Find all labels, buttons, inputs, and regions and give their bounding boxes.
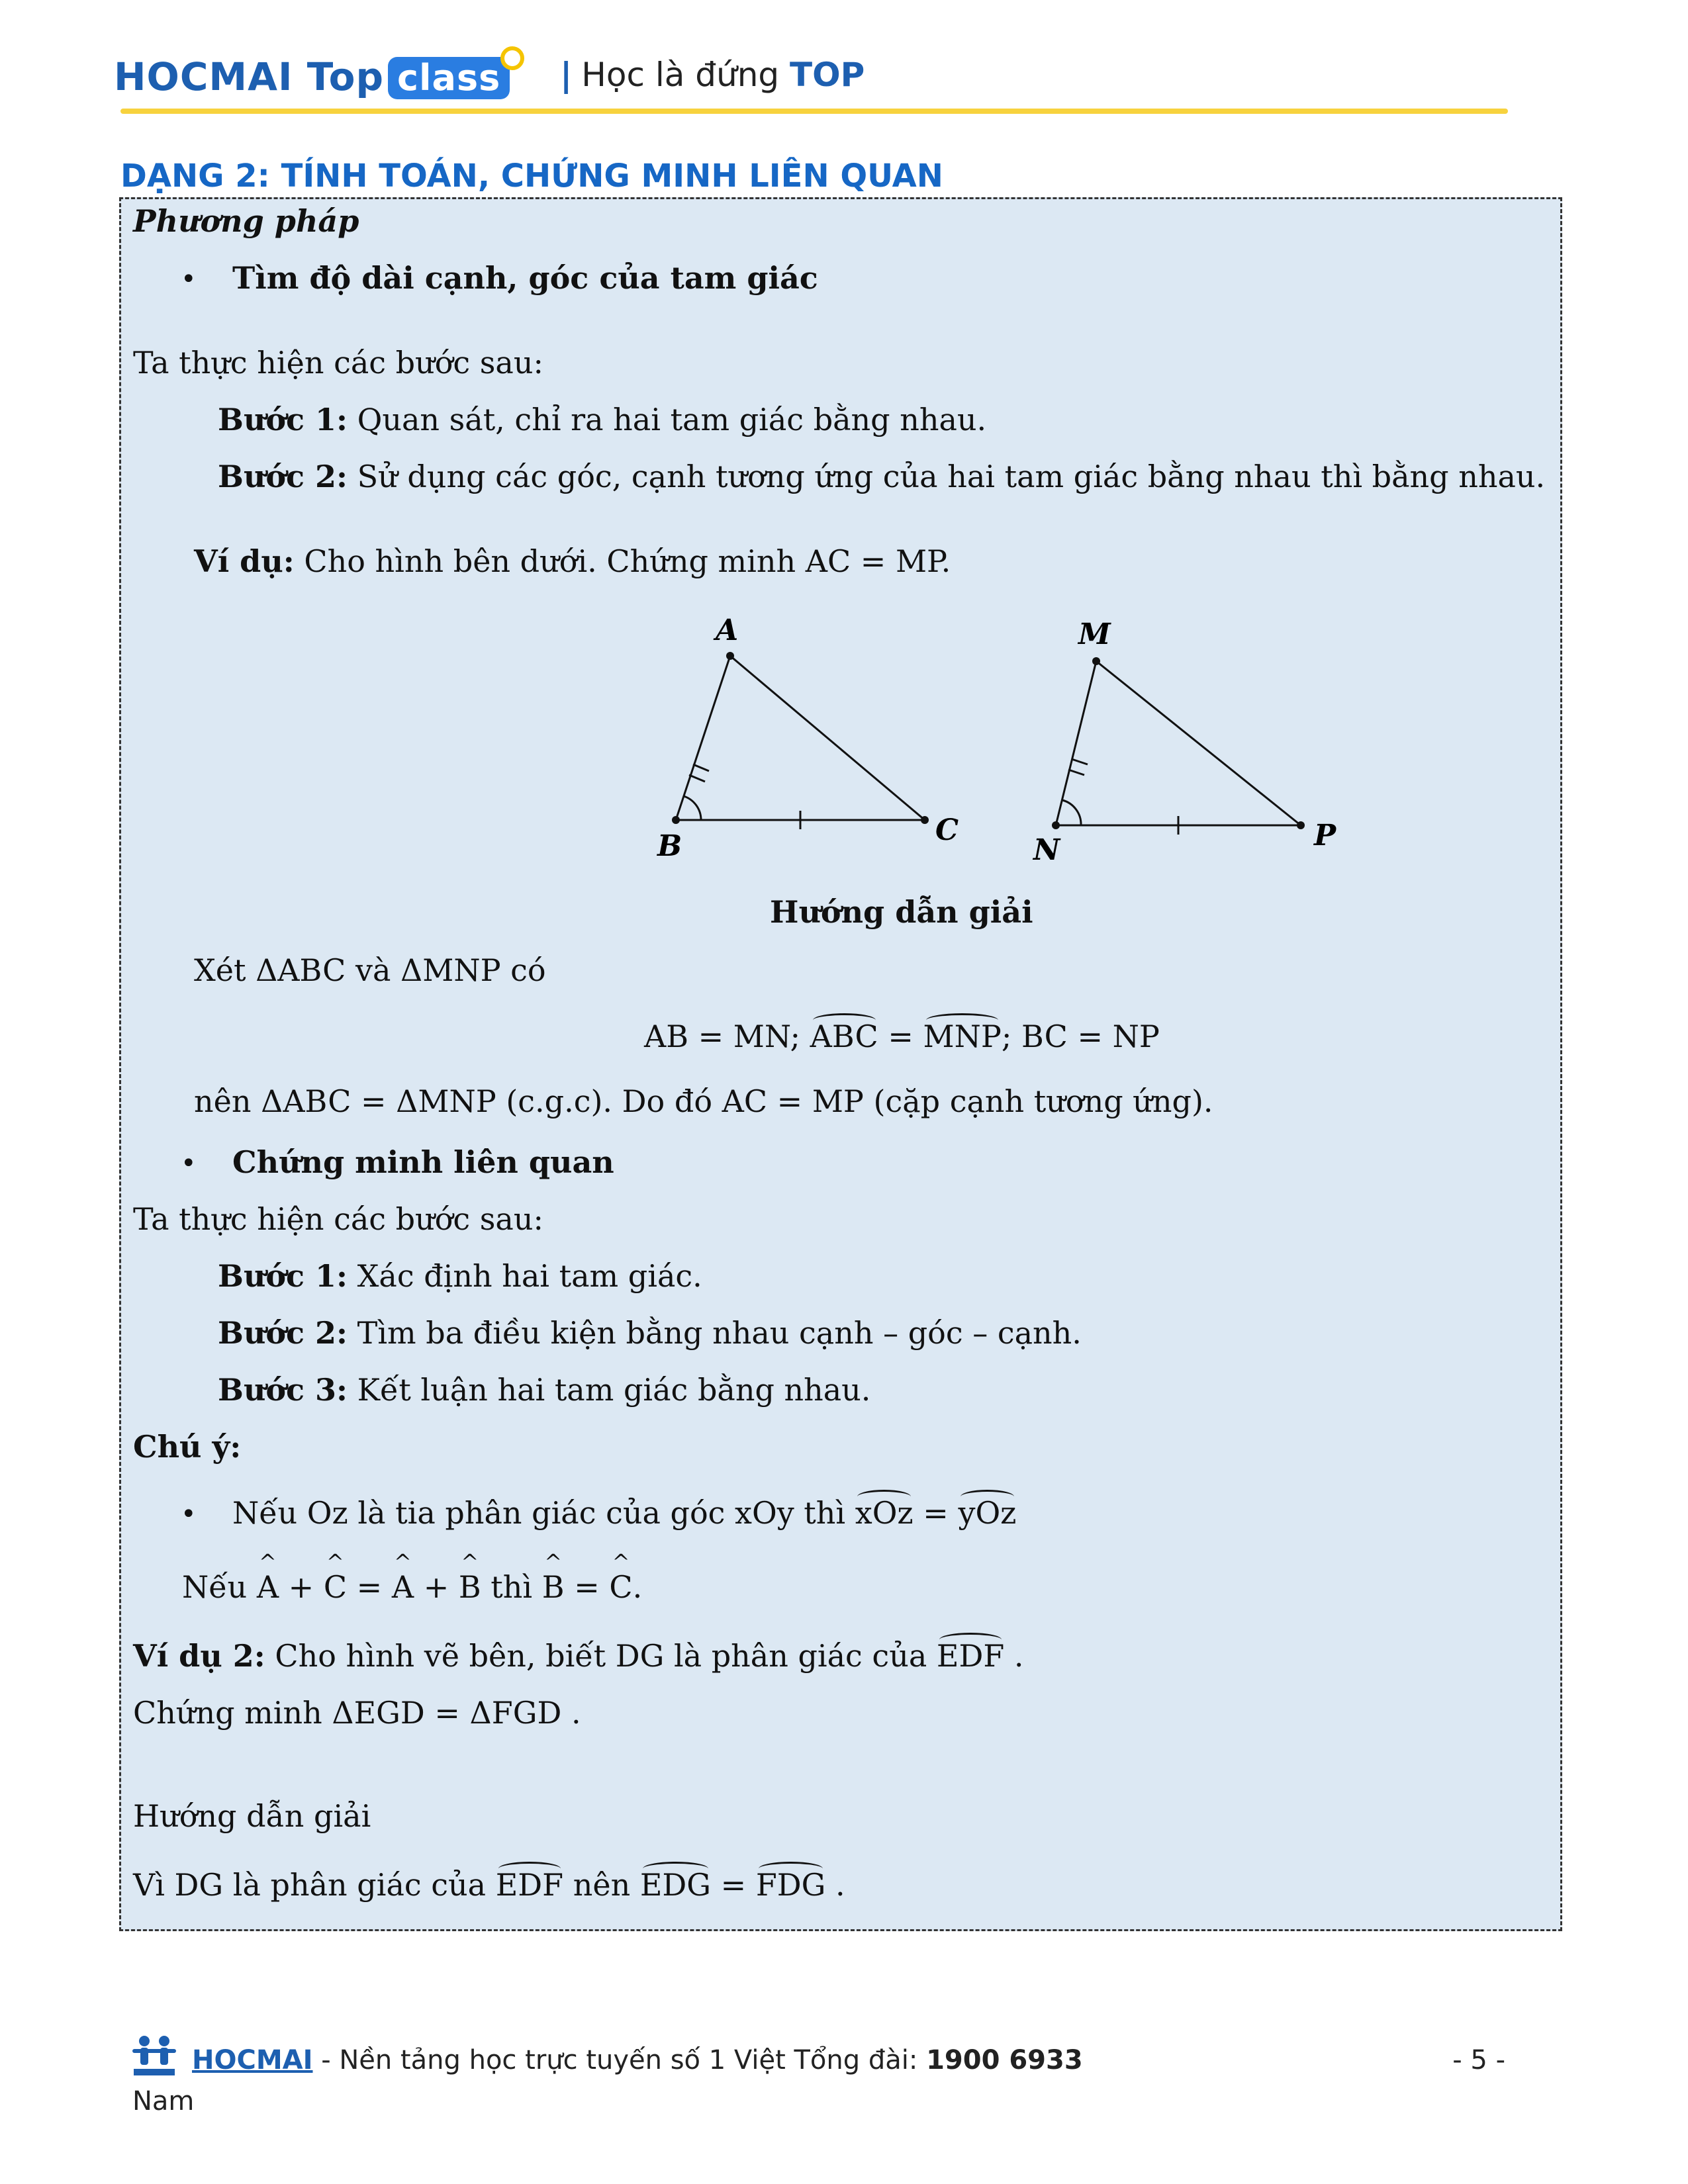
- example-1-text: Cho hình bên dưới. Chứng minh AC = MP.: [294, 543, 951, 579]
- example-1-label: Ví dụ:: [194, 543, 295, 579]
- example-2-pre: Cho hình vẽ bên, biết DG là phân giác của: [265, 1638, 937, 1674]
- page-number: - 5 -: [1452, 2045, 1505, 2075]
- step-2: [218, 460, 1545, 494]
- eq-sign: =: [878, 1019, 923, 1054]
- step-2-text: Sử dụng các góc, cạnh tương ứng của hai tam giác bằng nhau thì bằng nhau.: [348, 459, 1546, 494]
- ex2-line-pre: Vì DG là phân giác của: [133, 1867, 496, 1903]
- note-angle-sum: [182, 1570, 642, 1604]
- tagline-bar: |: [560, 56, 573, 94]
- step-1: [218, 403, 986, 437]
- angle-b-hat: ^ B: [542, 1570, 565, 1604]
- consider-line: Xét ΔABC và ΔMNP có: [194, 952, 546, 988]
- tagline-top: TOP: [790, 56, 865, 94]
- bullet-icon: •: [181, 264, 197, 295]
- ex2-line-end: .: [825, 1867, 845, 1903]
- note-2-plus-1: +: [279, 1569, 324, 1605]
- angle-c-hat: ^ C: [324, 1570, 347, 1604]
- ex2-line-mid: nên: [563, 1867, 640, 1903]
- label-a: A: [716, 614, 739, 647]
- step-b1-text: Xác định hai tam giác.: [348, 1258, 702, 1294]
- tagline-text: Học là đứng: [581, 56, 780, 94]
- footer-slogan: - Nền tảng học trực tuyến số 1 Việt Tổng đài:: [312, 2045, 927, 2075]
- header-divider: [120, 109, 1508, 114]
- step-b3-text: Kết luận hai tam giác bằng nhau.: [348, 1372, 871, 1408]
- hocmai-footer-icon: [130, 2032, 180, 2082]
- hocmai-topclass-logo: [114, 54, 510, 99]
- content-box: [119, 197, 1562, 1931]
- bullet-prove-related: Chứng minh liên quan: [232, 1144, 614, 1180]
- note-bisector: [232, 1496, 1016, 1530]
- triangles-figure: [492, 596, 1352, 1086]
- example-2-end: .: [1004, 1638, 1024, 1674]
- step-b2-label: Bước 2:: [218, 1315, 348, 1351]
- footer-brand-link[interactable]: HOCMAI: [192, 2045, 313, 2075]
- angle-abc: ABC: [810, 1019, 878, 1054]
- angle-c-hat: ^ C: [609, 1570, 632, 1604]
- angle-edf: EDF: [495, 1867, 564, 1903]
- step-1-text: Quan sát, chỉ ra hai tam giác bằng nhau.: [348, 402, 987, 437]
- ex2-line-eq: =: [711, 1867, 756, 1903]
- angle-edf: EDF: [936, 1638, 1005, 1674]
- angle-fdg: FDG: [755, 1867, 826, 1903]
- bullet-icon: •: [181, 1148, 197, 1179]
- angle-mnp: MNP: [923, 1019, 1002, 1054]
- bullet-icon: •: [181, 1499, 197, 1529]
- step-2-label: Bước 2:: [218, 459, 348, 494]
- example-2: [133, 1639, 1024, 1673]
- solution-heading: Hướng dẫn giải: [770, 894, 1033, 930]
- tagline: [560, 56, 865, 94]
- step-b1: [218, 1259, 702, 1293]
- example-1: [194, 545, 951, 578]
- note-1-pre: Nếu Oz là tia phân giác của góc xOy thì: [232, 1495, 855, 1531]
- example-2-prove: Chứng minh ΔEGD = ΔFGD .: [133, 1695, 581, 1731]
- logo-main-text: HOCMAI Top: [114, 54, 385, 99]
- footer-text: [192, 2045, 1083, 2075]
- angle-a-hat: ^ A: [392, 1570, 414, 1604]
- logo-badge: [388, 57, 510, 99]
- note-2-pre: Nếu: [182, 1569, 257, 1605]
- label-c: C: [935, 813, 959, 847]
- steps-intro: Ta thực hiện các bước sau:: [133, 345, 543, 381]
- label-p: P: [1314, 819, 1336, 852]
- footer-overflow-text: Nam: [132, 2086, 195, 2116]
- angle-a-hat: ^ A: [257, 1570, 279, 1604]
- note-2-mid: thì: [481, 1569, 542, 1605]
- step-b2: [218, 1316, 1082, 1350]
- example-2-solution-line: [133, 1868, 845, 1902]
- step-b3: [218, 1373, 870, 1407]
- angle-b-hat: ^ B: [459, 1570, 481, 1604]
- note-2-end: .: [632, 1569, 643, 1605]
- step-1-label: Bước 1:: [218, 402, 348, 437]
- triangle-mnp: [1056, 661, 1301, 825]
- step-b2-text: Tìm ba điều kiện bằng nhau cạnh – góc – cạnh.: [348, 1315, 1082, 1351]
- footer-phone: 1900 6933: [926, 2045, 1083, 2075]
- note-2-eq-1: =: [347, 1569, 392, 1605]
- equality-line: [644, 1020, 1160, 1054]
- step-b3-label: Bước 3:: [218, 1372, 348, 1408]
- label-n: N: [1033, 833, 1060, 867]
- step-b1-label: Bước 1:: [218, 1258, 348, 1294]
- example-2-label: Ví dụ 2:: [133, 1638, 265, 1674]
- angle-xoz: xOz: [855, 1495, 914, 1531]
- steps-intro-2: Ta thực hiện các bước sau:: [133, 1201, 543, 1237]
- example-2-solution-heading: Hướng dẫn giải: [133, 1798, 371, 1834]
- conclusion-line: nên ΔABC = ΔMNP (c.g.c). Do đó AC = MP (cặp cạnh tương ứng).: [194, 1083, 1213, 1119]
- triangle-abc: [676, 656, 925, 820]
- bullet-find-lengths: Tìm độ dài cạnh, góc của tam giác: [232, 260, 818, 296]
- eq-ab: AB = MN;: [644, 1019, 810, 1054]
- eq-bc: ; BC = NP: [1001, 1019, 1160, 1054]
- label-m: M: [1078, 617, 1111, 651]
- note-2-plus-2: +: [414, 1569, 459, 1605]
- section-title: DẠNG 2: TÍNH TOÁN, CHỨNG MINH LIÊN QUAN: [120, 158, 943, 195]
- method-heading: Phương pháp: [133, 203, 359, 239]
- note-1-eq: =: [913, 1495, 959, 1531]
- angle-edg: EDG: [639, 1867, 712, 1903]
- label-b: B: [657, 829, 682, 863]
- note-label: Chú ý:: [133, 1429, 242, 1465]
- angle-yoz: yOz: [958, 1495, 1017, 1531]
- logo-badge-text: class: [397, 57, 501, 99]
- sun-icon: [500, 46, 524, 70]
- note-2-eq-2: =: [564, 1569, 610, 1605]
